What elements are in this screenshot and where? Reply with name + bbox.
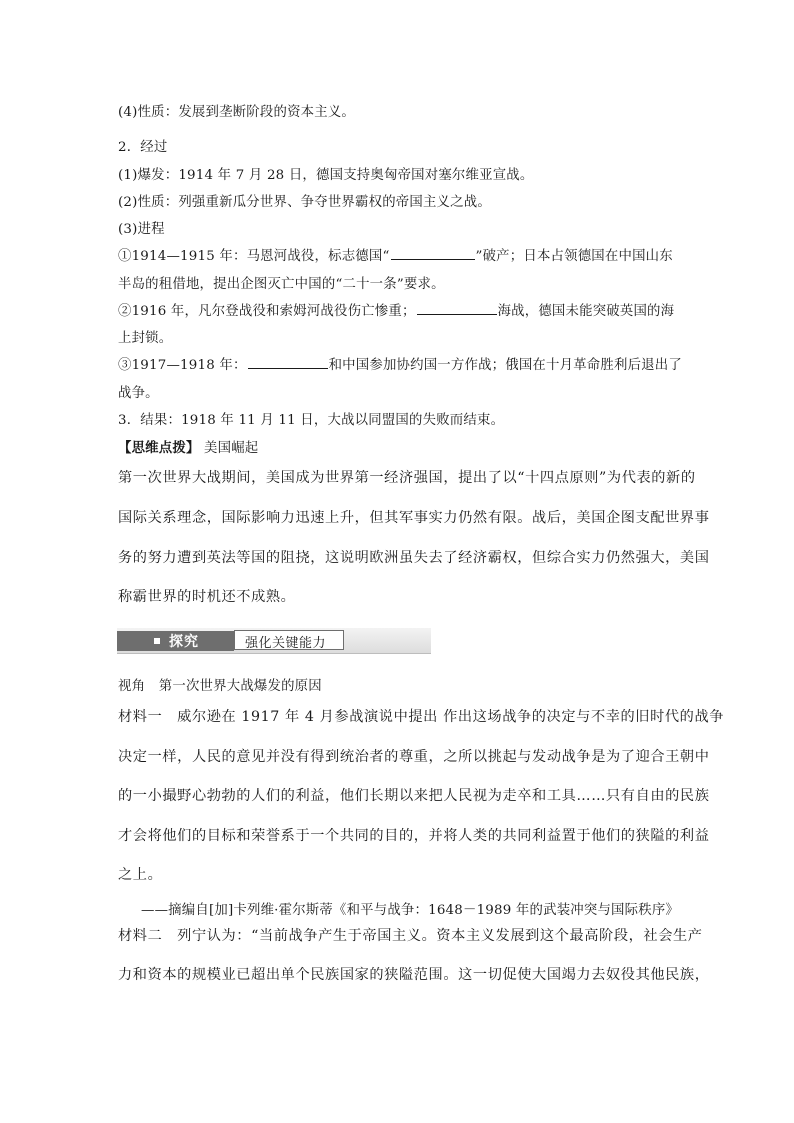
material1-source: ——摘编自[加]卡列维·霍尔斯蒂《和平与战争：1648－1989 年的武装冲突与国际秩序》: [141, 903, 680, 918]
progress-item-1-cont: 半岛的租借地，提出企图灭亡中国的“二十一条”要求。: [118, 277, 445, 292]
tip-line-4: 称霸世界的时机还不成熟。: [118, 589, 296, 605]
fill-blank-2[interactable]: [417, 300, 497, 315]
progress-item-3-cont: 战争。: [118, 386, 159, 401]
tip-line-3: 务的努力遭到英法等国的阻挠，这说明欧洲虽失去了经济霸权，但综合实力仍然强大，美国: [118, 550, 710, 566]
material1-line-2: 决定一样，人民的意见并没有得到统治者的尊重，之所以挑起与发动战争是为了迎合王朝中: [118, 749, 710, 765]
result-line: 3．结果：1918 年 11 月 11 日，大战以同盟国的失败而结束。: [118, 413, 505, 428]
material1-line-1: 材料一 威尔逊在 1917 年 4 月参战演说中提出 作出这场战争的决定与不幸的旧时代的战争: [118, 709, 725, 725]
progress-heading: (3)进程: [118, 222, 165, 237]
material1-line-4: 才会将他们的目标和荣誉系于一个共同的目的，并将人类的共同利益置于他们的狭隘的利益: [118, 828, 710, 844]
progress-item-1-text-b: ”破产；日本占领德国在中国山东: [475, 249, 673, 264]
fill-blank-3[interactable]: [248, 354, 328, 369]
tip-heading: [118, 437, 258, 456]
progress-item-2-cont: 上封锁。: [118, 331, 173, 346]
fill-blank-1[interactable]: [391, 245, 475, 260]
tip-title: 美国崛起: [204, 441, 259, 456]
inquiry-angle: 视角 第一次世界大战爆发的原因: [118, 679, 322, 694]
material1-line-3: 的一小撮野心勃勃的人们的利益，他们长期以来把人民视为走卒和工具……只有自由的民族: [118, 788, 710, 804]
nature-line: (4)性质：发展到垄断阶段的资本主义。: [118, 105, 356, 120]
progress-item-1: [118, 245, 673, 264]
progress-item-3: [118, 354, 682, 373]
progress-item-3-text-b: 和中国参加协约国一方作战；俄国在十月革命胜利后退出了: [328, 358, 682, 373]
tip-line-1: 第一次世界大战期间，美国成为世界第一经济强国，提出了以“十四点原则”为代表的新的: [118, 470, 696, 486]
material1-line-5: 之上。: [118, 867, 163, 883]
nature2-line: (2)性质：列强重新瓜分世界、争夺世界霸权的帝国主义之战。: [118, 195, 491, 210]
progress-item-1-text-a: ①1914—1915 年：马恩河战役，标志德国“: [118, 249, 390, 264]
heading-course: 2．经过: [118, 140, 168, 155]
material2-line-2: 力和资本的规模业已超出单个民族国家的狭隘范围。这一切促使大国竭力去奴役其他民族，: [118, 967, 710, 983]
progress-item-3-text-a: ③1917—1918 年：: [118, 358, 247, 373]
section-banner: [117, 628, 431, 654]
progress-item-2-text-b: 海战，德国未能突破英国的海: [497, 304, 675, 319]
square-bullet-icon: [154, 638, 160, 644]
outbreak-line: (1)爆发：1914 年 7 月 28 日，德国支持奥匈帝国对塞尔维亚宣战。: [118, 168, 534, 183]
material2-line-1: 材料二 列宁认为：“当前战争产生于帝国主义。资本主义发展到这个最高阶段，社会生产: [118, 928, 703, 944]
banner-divider: [117, 653, 431, 654]
banner-title: 探究: [169, 634, 199, 650]
tip-line-2: 国际关系理念，国际影响力迅速上升，但其军事实力仍然有限。战后，美国企图支配世界事: [118, 510, 710, 526]
progress-item-2-text-a: ②1916 年，凡尔登战役和索姆河战役伤亡惨重；: [118, 304, 416, 319]
tip-tag: 【思维点拨】: [118, 440, 200, 456]
banner-subtitle: 强化关键能力: [245, 636, 327, 651]
progress-item-2: [118, 300, 674, 319]
